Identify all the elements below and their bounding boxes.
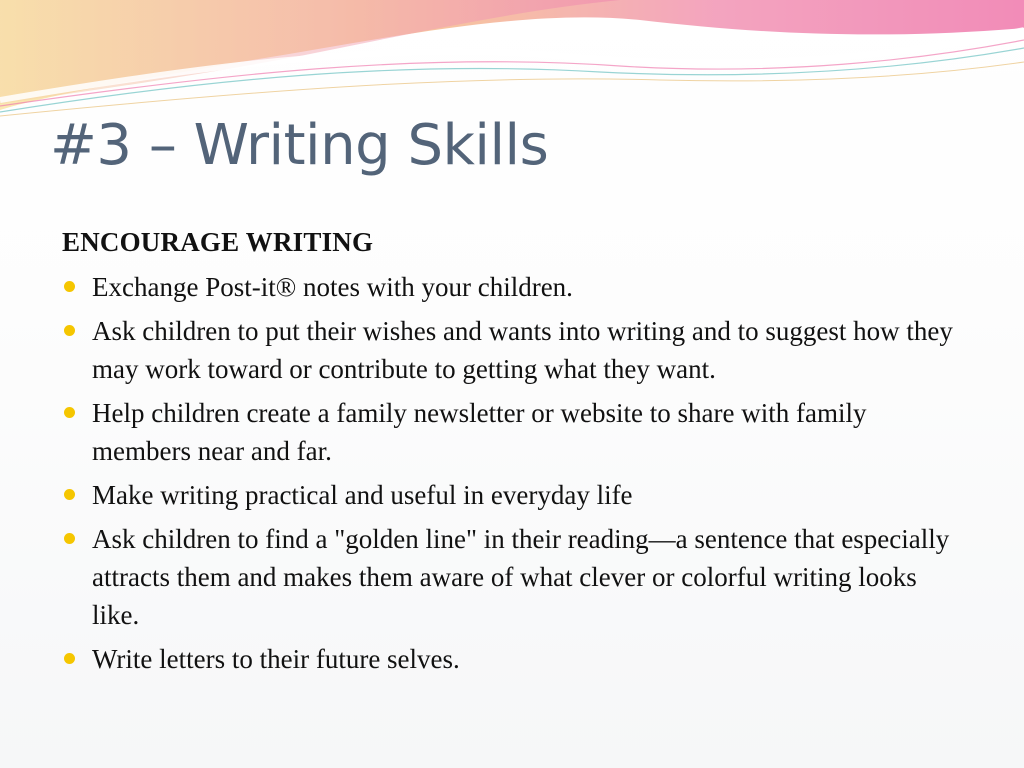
bullet-item bbox=[62, 312, 962, 388]
bullet-text: Ask children to put their wishes and wants into writing and to suggest how they may work toward or contribute to getting what they want. bbox=[92, 316, 953, 384]
bullet-item bbox=[62, 268, 962, 306]
slide-title: #3 – Writing Skills bbox=[50, 113, 549, 178]
bullet-dot-icon bbox=[64, 407, 75, 418]
decorative-ribbon-banner bbox=[0, 0, 1024, 120]
section-heading: ENCOURAGE WRITING bbox=[62, 227, 374, 257]
slide-content bbox=[62, 224, 962, 684]
bullet-text: Ask children to find a "golden line" in their reading—a sentence that especially attracts them and makes them aware of what clever or colorful writing looks like. bbox=[92, 524, 950, 630]
bullet-item bbox=[62, 394, 962, 470]
bullet-dot-icon bbox=[64, 653, 75, 664]
bullet-dot-icon bbox=[64, 281, 75, 292]
bullet-text: Make writing practical and useful in everyday life bbox=[92, 480, 633, 510]
bullet-item bbox=[62, 476, 962, 514]
bullet-text: Help children create a family newsletter or website to share with family members near and far. bbox=[92, 398, 867, 466]
bullet-text: Exchange Post-it® notes with your children. bbox=[92, 272, 573, 302]
bullet-item bbox=[62, 520, 962, 634]
bullet-dot-icon bbox=[64, 533, 75, 544]
bullet-list bbox=[62, 268, 962, 678]
bullet-dot-icon bbox=[64, 489, 75, 500]
bullet-dot-icon bbox=[64, 325, 75, 336]
bullet-text: Write letters to their future selves. bbox=[92, 644, 460, 674]
bullet-item bbox=[62, 640, 962, 678]
